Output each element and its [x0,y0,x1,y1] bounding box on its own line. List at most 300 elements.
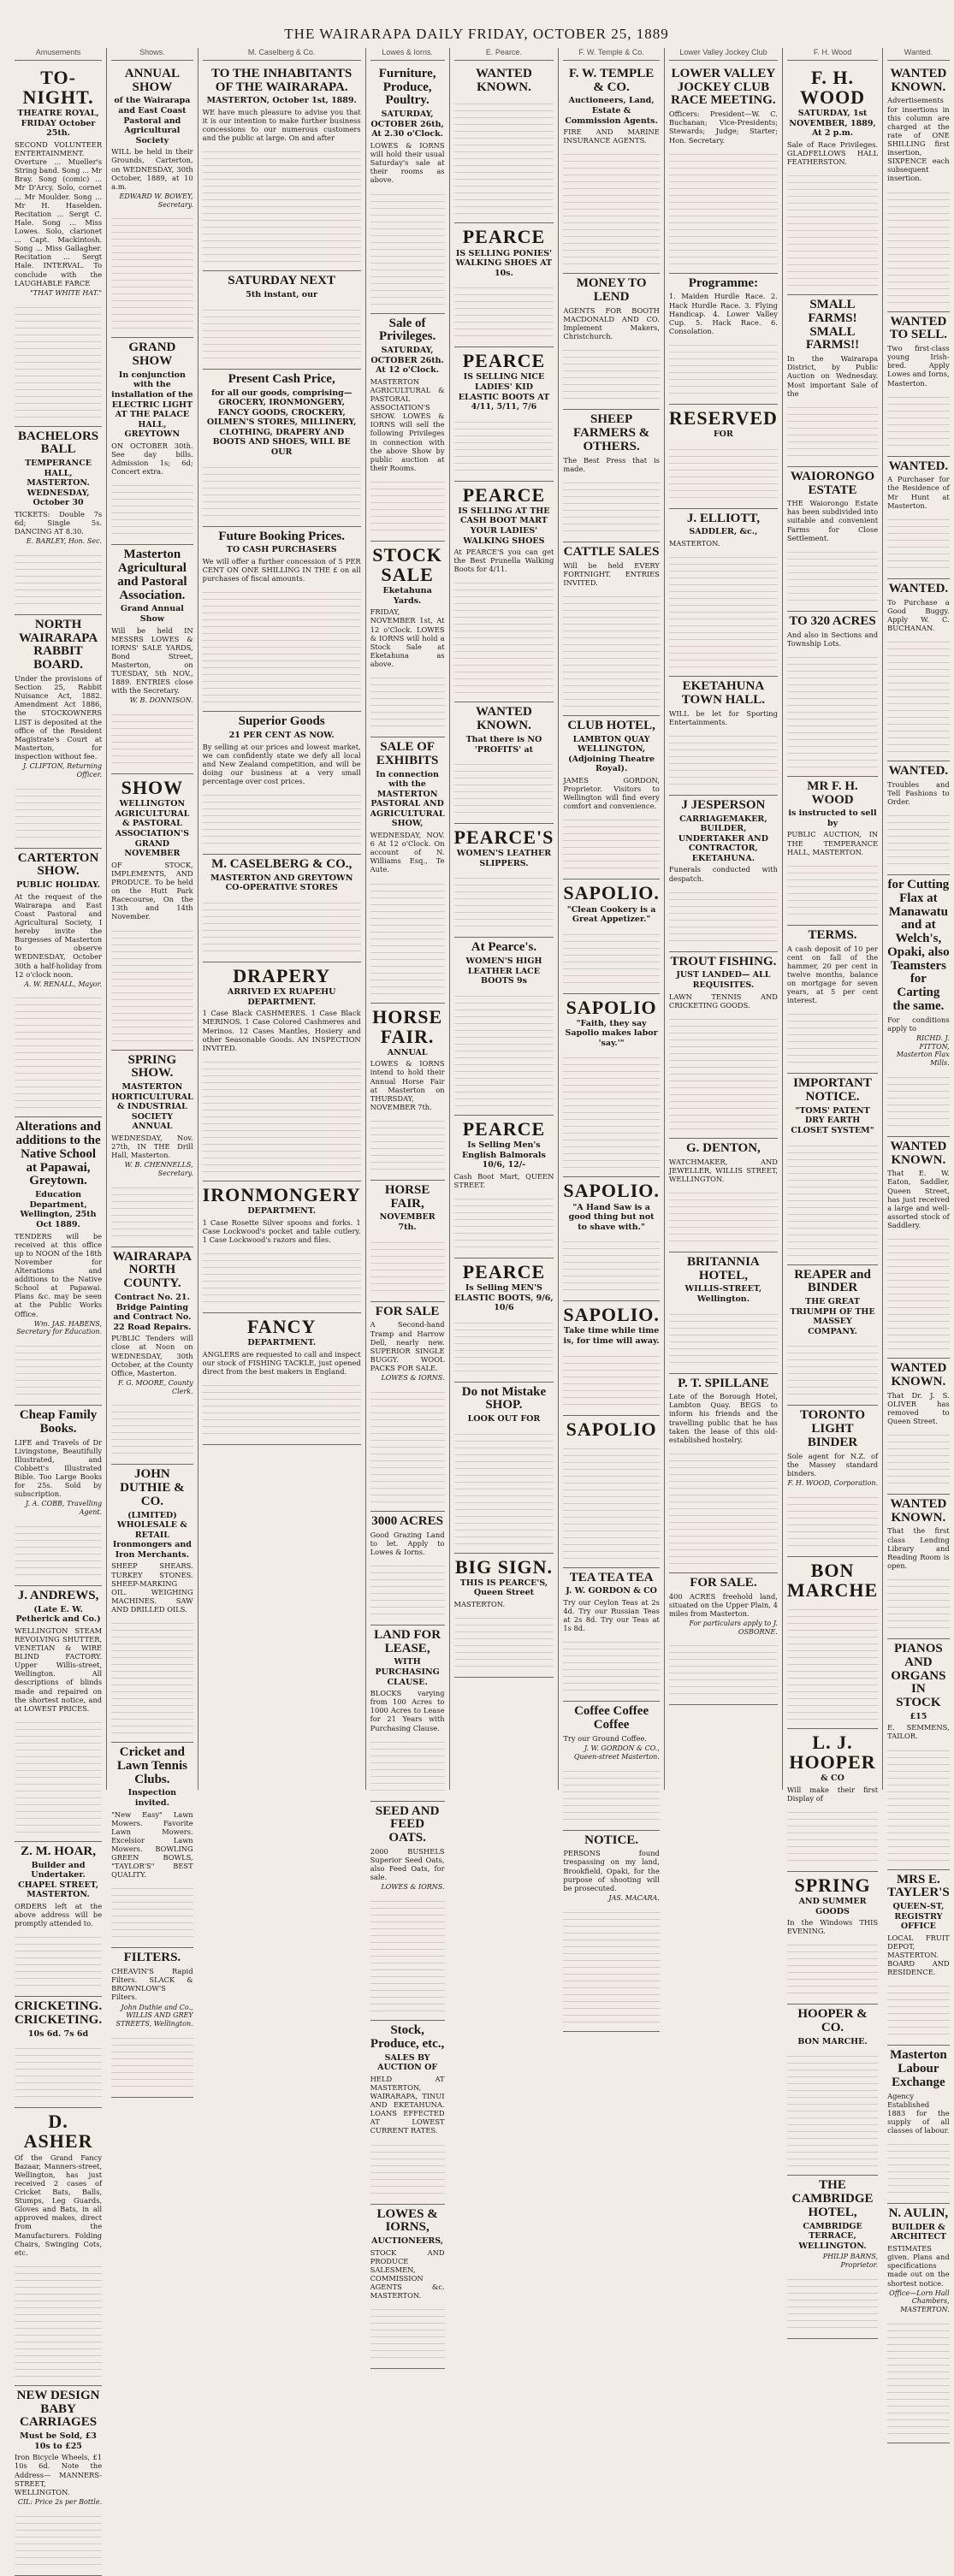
advertisement-title: PEARCE [462,226,546,248]
advertisement-title: IMPORTANT NOTICE. [793,1076,872,1104]
advertisement-subtitle: SATURDAY, OCTOBER 26th. At 12 o'Clock. [370,346,444,376]
advertisement-body: WEDNESDAY, Nov. 27th, IN THE Drill Hall, Masterton. [111,1133,193,1160]
advertisement [887,1870,950,2046]
newsprint-texture [669,730,778,790]
advertisement [887,64,950,312]
advertisement-title: CARTERTON SHOW. [17,850,99,879]
advertisement-title: WANTED KNOWN. [890,1496,947,1525]
newsprint-texture [15,1716,102,1836]
newsprint-texture [370,878,445,998]
advertisement-signature: CIL: Price 2s per Bottle. [17,2497,103,2506]
newsprint-texture [787,401,878,461]
advertisement-body: WILL be let for Sporting Entertainments. [668,708,778,726]
advertisement-signature: LOWES & IORNS. [381,1374,445,1383]
newspaper-column [450,48,560,1790]
advertisement [370,314,445,542]
advertisement [887,1359,950,1495]
newsprint-texture [111,2032,193,2092]
advertisement-subtitle: THE GREAT TRIUMPH OF THE MASSEY COMPANY. [790,1297,875,1336]
advertisement-title: TROUT FISHING. [670,954,777,968]
newspaper-column [199,48,366,1790]
advertisement-subtitle: WOMEN'S HIGH LEATHER LACE BOOTS 9s [465,956,542,986]
advertisement-title: N. AULIN, [888,2206,949,2221]
advertisement-body: At the request of the Wairarapa and East Coast Pastoral and Agricultural Society, I hereby invite the Burgesses of Masterton to observe WEDNESDAY, October 30th a half-holiday from 12 o'clock noon. [15,891,103,979]
advertisement-signature: E. BARLEY, Hon. Sec. [26,537,103,546]
advertisement-title: Furniture, Produce, Poultry. [378,66,436,108]
advertisement-title: PEARCE [462,350,546,372]
advertisement-body: WATCHMAKER, AND JEWELLER, WILLIS STREET, WELLINGTON. [668,1157,778,1183]
advertisement-signature: RICHD. J. FITTON, Masterton Flax Mills. [896,1033,950,1068]
advertisement-title: GRAND SHOW [128,341,176,369]
newspaper-column [883,48,954,2314]
advertisement [454,938,554,1115]
advertisement [787,1872,878,2005]
advertisement-title: WAIRARAPA NORTH COUNTY. [112,1249,192,1291]
newsprint-texture [787,169,878,289]
newsprint-texture [454,98,554,217]
advertisement-subtitle: THIS IS PEARCE'S, Queen Street [459,1578,548,1598]
advertisement-body: Cash Boot Mart, QUEEN STREET. [453,1171,554,1189]
advertisement-title: SEED AND FEED OATS. [375,1803,440,1845]
advertisement [669,64,778,274]
advertisement-body: Funerals conducted with despatch. [668,865,778,883]
advertisement [887,2046,950,2204]
advertisement-body: For conditions apply to [887,1015,950,1033]
advertisement-title: Masterton Agricultural and Pastoral Association. [117,548,187,602]
newsprint-texture [787,1140,878,1259]
advertisement-signature: For particulars apply to J. OSBORNE. [689,1619,778,1636]
advertisement-body: LOWES & IORNS will hold their usual Saturday's sale at their rooms as above. [370,140,445,185]
advertisement-subtitle: JUST LANDED— ALL REQUISITES. [676,970,771,990]
advertisement-title: CRICKETING. CRICKETING. [15,1999,103,2028]
newsprint-texture [15,1340,102,1400]
advertisement-title: CLUB HOTEL, [567,718,655,732]
advertisement [111,1247,193,1466]
advertisement-body: FRIDAY, NOVEMBER 1st, At 12 o'Clock. LOWES & IORNS will hold a Stock Sale at Eketahuna as above. [370,607,445,668]
advertisement-title: PEARCE [462,1117,546,1140]
advertisement [370,1181,445,1302]
advertisement-body: Will be held IN MESSRS LOWES & IORNS' SALE YARDS, Bond Street, Masterton, on TUESDAY, 5th NOV., 1889. ENTRIES close with the Secretary. [111,625,193,696]
advertisement [454,702,554,824]
advertisement [203,855,361,962]
newsprint-texture [370,1895,445,2015]
advertisement-title: Programme: [688,275,759,290]
advertisement-title: SAPOLIO. [563,1180,660,1202]
newsprint-texture [787,1008,878,1068]
advertisement-signature: EDWARD W. BOWEY, Secretary. [119,192,193,209]
advertisement [203,1181,361,1313]
advertisement-body: 400 ACRES freehold land, situated on the Upper Plain, 4 miles from Masterton. [668,1591,778,1618]
advertisement [15,64,102,427]
advertisement-subtitle: SADDLER, &c., [689,527,758,537]
advertisement-body: By selling at our prices and lowest market, we can confidently state we defy all local and New Zealand competition, and will be doing our business at a very small percentage over cost prices. [202,742,361,786]
newsprint-texture [669,1187,778,1247]
advertisement-title: THE CAMBRIDGE HOTEL, [791,2178,874,2219]
advertisement-title: L. J. HOOPER [789,1731,876,1773]
advertisement [563,1301,660,1415]
advertisement-title: TO 320 ACRES [789,613,876,628]
advertisement-subtitle: of the Wairarapa and East Coast Pastoral and Agricultural Society [114,96,191,145]
newsprint-texture [887,2138,950,2198]
newsprint-texture [15,783,102,843]
advertisement-title: CATTLE SALES [563,544,660,559]
advertisement-body: HELD AT MASTERTON, WAIRARAPA, TINUI AND EKETAHUNA. LOANS EFFECTED AT LOWEST CURRENT RATES. [370,2074,445,2135]
newsprint-texture [787,1939,878,1999]
advertisement-title: SAPOLIO. [563,882,660,904]
advertisement-title: HOOPER & CO. [797,2007,868,2035]
advertisement-subtitle: "Clean Cookery is a Great Appetizer." [566,904,656,925]
newsprint-texture [787,860,878,920]
newsprint-texture [203,1247,361,1307]
advertisement [563,879,660,993]
advertisement [15,427,102,615]
newsprint-texture [563,1765,660,1825]
advertisement-subtitle: IS SELLING AT THE CASH BOOT MART YOUR LADIES' WALKING SHOES [458,506,550,546]
advertisement-subtitle: "Faith, they say Sapolio makes labor 'say.'" [565,1018,658,1048]
newsprint-texture [370,1736,445,1796]
advertisement-body: We will offer a further concession of 5 PER CENT ON ONE SHILLING IN THE £ on all purchases of fiscal amounts. [202,556,361,583]
newsprint-texture [111,1181,193,1241]
advertisement [563,274,660,410]
advertisement-body: Try our Ground Coffee. [563,1733,648,1743]
newsprint-texture [15,1520,102,1580]
advertisement [887,579,950,761]
advertisement-body: 1 Case Black CASHMERES. 1 Case Black MERINOS. 1 Case Colored Cashmeres and Merinos. 12 Cases Mantles, Hosiery and other Seasonable Goods. AN INSPECTION INVITED. [202,1009,361,1052]
advertisement-body: WEDNESDAY, NOV. 6 At 12 o'Clock. On account of N. Williams Esq., Te Aute. [370,831,445,874]
advertisement-subtitle: (LIMITED) WHOLESALE & RETAIL Ironmongers and Iron Merchants. [112,1510,192,1560]
advertisement-title: EKETAHUNA TOWN HALL. [681,679,766,707]
newsprint-texture [203,1379,361,1439]
advertisement-subtitle: That there is NO 'PROFITS' at [465,734,542,755]
advertisement-subtitle: SATURDAY, 1st NOVEMBER, 1889, At 2 p.m. [789,109,876,139]
advertisement [370,2205,445,2370]
newsprint-texture [111,1882,193,1942]
advertisement-title: Future Booking Prices. [218,529,345,543]
advertisement [787,612,878,777]
advertisement-title: PIANOS AND ORGANS IN STOCK [891,1642,946,1710]
advertisement-subtitle: 21 PER CENT AS NOW. [228,731,335,741]
advertisement [454,223,554,347]
advertisement-subtitle: "A Hand Saw is a good thing but not to shave with." [568,1202,655,1232]
advertisement-title: FANCY [246,1315,317,1337]
newsprint-texture [669,551,778,671]
advertisement-subtitle: BUILDER & ARCHITECT [890,2222,946,2242]
advertisement-signature: "THAT WHITE HAT." [30,288,103,297]
advertisement-title: HORSE FAIR, [384,1182,430,1211]
advertisement-subtitle: £15 [910,1711,927,1721]
advertisement [669,1573,778,1706]
advertisement-title: WANTED. [888,459,949,473]
advertisement-title: NORTH WAIRARAPA RABBIT BOARD. [18,617,98,672]
advertisement-title: J. ANDREWS, [17,1588,99,1602]
newsprint-texture [15,301,102,421]
advertisement-subtitle: Contract No. 21. Bridge Painting and Contract No. 22 Road Repairs. [113,1292,192,1332]
advertisement-title: STOCK SALE [372,543,442,586]
advertisement-subtitle: FOR [713,429,733,440]
advertisement-title: G. DENTON, [685,1140,761,1155]
newsprint-texture [887,187,950,306]
newsprint-texture [370,1115,445,1175]
advertisement-subtitle: 5th instant, our [246,290,318,300]
advertisement-subtitle: J. W. GORDON & CO [566,1586,657,1596]
advertisement [563,64,660,274]
newsprint-texture [15,2260,102,2380]
advertisement-title: WAIORONGO ESTATE [790,469,875,497]
advertisement [787,1729,878,1872]
advertisement-title: TERMS. [808,927,857,942]
advertisement-body: LOWES & IORNS intend to hold their Annual Horse Fair at Masterton on THURSDAY, NOVEMBER 7th. [370,1059,445,1111]
advertisement-subtitle: & CO [821,1774,844,1784]
advertisement-subtitle: TEMPERANCE HALL, MASTERTON. WEDNESDAY, October 30 [25,459,92,508]
advertisement [787,467,878,612]
advertisement [563,1416,660,1568]
advertisement-subtitle: CAMBRIDGE TERRACE, WELLINGTON. [798,2221,867,2251]
advertisement-title: WANTED TO SELL. [889,314,948,342]
newsprint-texture [454,416,554,476]
advertisement-subtitle: Grand Annual Show [120,604,184,624]
advertisement-signature: Office—Lorn Hall Chambers, MASTERTON. [889,2289,950,2314]
advertisement-title: WANTED KNOWN. [890,1139,947,1167]
newsprint-texture [787,1491,878,1551]
advertisement-body: LAWN TENNIS AND CRICKETING GOODS. [668,992,778,1010]
advertisement [454,824,554,938]
advertisement-title: SAPOLIO [566,1418,657,1440]
newsprint-texture [15,2510,102,2570]
advertisement-body: Sole agent for N.Z. of the Massey standard binders. [786,1451,879,1477]
advertisement-subtitle: Take time while time is, for time will away. [563,1326,660,1346]
advertisement-body: WILL be held in their Grounds, Carterton, on WEDNESDAY, 30th October, 1889, at 10 a.m. [111,147,193,191]
newsprint-texture [15,1931,102,1991]
advertisement-signature: JAS. MACARA. [608,1893,660,1902]
advertisement [203,370,361,527]
advertisement-title: PEARCE [462,1260,546,1282]
advertisement-subtitle: WILLIS-STREET, Wellington. [684,1284,762,1304]
advertisement-title: SMALL FARMS! SMALL FARMS!! [805,298,860,352]
advertisement-title: F. H. WOOD [799,66,866,109]
newsprint-texture [887,391,950,451]
advertisement [370,1626,445,1802]
newsprint-texture [454,758,554,818]
newsprint-texture [787,1603,878,1723]
advertisement-title: SATURDAY NEXT [228,274,336,288]
newsprint-texture [669,1013,778,1133]
newsprint-texture [563,477,660,536]
advertisement-title: IRONMONGERY [202,1183,361,1205]
advertisement [454,347,554,481]
advertisement-title: Sale of Privileges. [378,316,436,344]
advertisement-subtitle: Education Department, Wellington, 25th Oct 1889. [20,1190,97,1229]
advertisement-subtitle: is instructed to sell by [788,808,877,828]
newsprint-texture [454,1317,554,1377]
advertisement-subtitle: SATURDAY, OCTOBER 26th, At 2.30 o'Clock. [370,110,444,139]
advertisement [563,1831,660,2032]
newsprint-texture [203,145,361,265]
newsprint-texture [15,2042,102,2102]
advertisement-body: That E. W. Eaton, Saddler, Queen Street, has just received a large and well-assorted stock of Saddlery. [887,1169,950,1229]
advertisement [15,1586,102,1842]
advertisement [454,1554,554,1678]
advertisement [15,2108,102,2386]
newsprint-texture [370,1560,445,1620]
newsprint-texture [15,549,102,609]
newsprint-texture [887,1071,950,1131]
advertisement-title: Do not Mistake SHOP. [461,1384,547,1412]
advertisement-columns [10,48,950,2506]
advertisement-subtitle: Builder and Undertaker. CHAPEL STREET, MASTERTON. [18,1860,99,1900]
newsprint-texture [563,928,660,988]
advertisement [563,1177,660,1301]
newsprint-texture [787,1340,878,1400]
advertisement-body: PERSONS found trespassing on my land, Brookfield, Opaki, for the purpose of shooting will be prosecuted. [563,1849,660,1892]
advertisement-body: Agency Established 1883 for the supply of all classes of labour. [887,2091,950,2135]
advertisement-title: Superior Goods [238,714,325,729]
advertisement-title: P. T. SPILLANE [678,1376,769,1390]
advertisement [203,64,361,272]
advertisement [370,2021,445,2204]
advertisement [563,994,660,1178]
newsprint-texture [370,672,445,731]
advertisement-title: Masterton Labour Exchange [890,2048,947,2089]
advertisement [887,457,950,579]
advertisement-body: Iron Bicycle Wheels, £1 10s 6d. Note the Address— MANNERS-STREET, WELLINGTON. [15,2453,103,2496]
advertisement-subtitle: SALES BY AUCTION OF [377,2052,438,2073]
advertisement-subtitle: "TOMS' PATENT DRY EARTH CLOSET SYSTEM" [791,1105,874,1135]
advertisement [669,509,778,677]
advertisement-signature: J. W. GORDON & CO., Queen-street Masterton. [573,1744,660,1761]
advertisement-title: Present Cash Price, [228,371,335,386]
advertisement-body: 1 Case Rosette Silver spoons and forks. 1 Case Lockwood's pocket and table cutlery. 1 Case Lockwood's razors and files. [202,1217,361,1244]
newsprint-texture [787,2050,878,2170]
advertisement-title: J. ELLIOTT, [686,511,760,525]
advertisement-body: Of the Grand Fancy Bazaar, Manners-street, Wellington, has just received 2 cases of Cricket Bats, Balls, Stumps, Leg Guards, Gloves and Bats, in all approved makes, direct from the Manufacturers. Folding Chairs, Swinging Cots, etc. [15,2153,103,2257]
newspaper-column [665,48,783,1790]
newsprint-texture [370,1236,445,1296]
column-header: Lowes & Iorns. [370,48,445,61]
advertisement-body: LOCAL FRUIT DEPOT, MASTERTON. BOARD AND RESIDENCE. [887,1933,950,1977]
advertisement-body: To Purchase a Good Buggy. Apply W. C. BUCHANAN. [887,597,950,632]
newsprint-texture [887,1429,950,1489]
newsprint-texture [111,479,193,539]
advertisement [454,64,554,224]
newspaper-column [559,48,665,1902]
advertisement-body: MASTERTON. [668,538,720,548]
advertisement-body: Will make their first Display of [786,1785,879,1803]
newsprint-texture [563,1235,660,1295]
advertisement-subtitle: MASTERTON, October 1st, 1889. [206,96,357,106]
advertisement-subtitle: LAMBTON QUAY WELLINGTON, (Adjoining Theatre Royal). [568,734,655,774]
advertisement-body: "New Easy" Lawn Mowers. Favorite Lawn Mowers. Excelsior Lawn Mowers. BOWLING GREEN BOWLS, "TAYLOR'S" BEST QUALITY. [111,1809,193,1880]
newsprint-texture [370,1386,445,1506]
advertisement-title: SHOW [121,777,184,799]
advertisement [887,2204,950,2443]
advertisement [787,64,878,295]
advertisement-body: Under the provisions of Section 25, Rabbit Nuisance Act, 1882. Amendment Act 1886, the STOCKOWNERS LIST is deposited at the office of the Resident Magistrate's Court at Masterton, for inspection without fee. [15,673,103,761]
advertisement [887,1495,950,1639]
masthead-title: THE WAIRARAPA DAILY FRIDAY, OCTOBER 25, 1889 [284,26,669,42]
advertisement [203,1313,361,1445]
advertisement-body: THE Waiorongo Estate has been subdivided into suitable and convenient Farms for Close Settlement. [786,499,879,542]
advertisement [203,962,361,1181]
advertisement-subtitle: BON MARCHE. [797,2036,868,2046]
advertisement [563,542,660,716]
advertisement [370,542,445,737]
advertisement-subtitle: (Late E. W. Petherick and Co.) [15,1604,101,1625]
advertisement [887,875,950,1137]
advertisement-body: Sale of Race Privileges. GLADFELLOWS HALL FEATHERSTON. [786,139,879,167]
advertisement-title: RESERVED [668,406,778,429]
advertisement-title: WANTED KNOWN. [476,66,532,94]
advertisement-title: Cheap Family Books. [19,1408,98,1436]
newsprint-texture [454,1612,554,1672]
advertisement [111,1465,193,1743]
newspaper-masthead [0,0,953,48]
advertisement-subtitle: Is Selling MEN'S ELASTIC BOOTS, 9/6, 10/6 [454,1282,554,1313]
advertisement-subtitle: In conjunction with the installation of the ELECTRIC LIGHT AT THE PALACE HALL, GREYTOWN [111,370,193,440]
advertisement [887,1137,950,1359]
advertisement-body: SECOND VOLUNTEER ENTERTAINMENT. Overture ... Mueller's String band. Song ... Mr Bray. Song (comic) ... Mr D'Arcy. Solo, cornet ... Mr Moulder. Song ... Mr H. Haselden. Recitation ... Sergt C. Hale. Song ... Miss Lowes. Solo, clarionet ... Capt. Mackintosh. Song ... Miss Gallagher. Recitation ... Sergt Hale. INTERVAL. To conclude with the LAUGHABLE FARCE [15,139,103,287]
advertisement-subtitle: AUCTIONEERS, [371,2236,444,2247]
advertisement-title: SPRING [794,1874,871,1896]
newsprint-texture [563,1051,660,1171]
advertisement [669,1252,778,1374]
advertisement [15,1997,102,2108]
advertisement [787,295,878,467]
advertisement-signature: J. A. COBB, Travelling Agent. [25,1500,103,1517]
newsprint-texture [887,2318,950,2437]
advertisement-subtitle: Eketahuna Yards. [382,586,432,606]
advertisement [787,1265,878,1406]
advertisement [787,926,878,1075]
advertisement [669,952,778,1139]
advertisement [787,777,878,926]
advertisement-signature: Wm. JAS. HABENS, Secretary for Education. [16,1319,103,1336]
newsprint-texture [370,476,445,536]
advertisement-subtitle: Must be Sold, £3 10s to £25 [20,2431,97,2451]
advertisement-subtitle: Auctioneers, Land, Estate & Commission Agents. [565,96,658,126]
column-header: M. Caselberg & Co. [203,48,361,61]
newsprint-texture [669,148,778,268]
newsprint-texture [203,586,361,706]
advertisement-title: MRS E. TAYLER'S [887,1872,950,1900]
newsprint-texture [563,1350,660,1410]
advertisement-title: 3000 ACRES [371,1513,443,1528]
advertisement-subtitle: TO CASH PURCHASERS [226,545,337,555]
advertisement [563,410,660,542]
advertisement-body: SHEEP SHEARS. TURKEY STONES. SHEEP-MARKING OIL. WEIGHING MACHINES. SAW AND DRILLED OILS. [111,1561,193,1614]
advertisement-body: MASTERTON. [453,1600,506,1609]
column-header: Shows. [111,48,193,61]
advertisement-signature: PHILIP BARNS, Proprietor. [822,2253,879,2270]
advertisement-title: TO-NIGHT. [22,66,94,109]
advertisement [111,338,193,545]
advertisement-body: JAMES GORDON, Proprietor. Visitors to Wellington will find every comfort and convenience. [563,775,660,811]
advertisement-body: TICKETS: Double 7s 6d; Single 5s. DANCING AT 8.30. [15,509,103,536]
advertisement-signature: J. CLIFTON, Returning Officer. [22,762,103,779]
advertisement-body: A cash deposit of 10 per cent on fall of the hammer, 20 per cent in twelve months, balance on mortgage for seven years, at 5 per cent interest. [786,944,879,1005]
advertisement-signature: W. B. DONNISON. [129,696,193,705]
advertisement [454,482,554,703]
advertisement-signature: LOWES & IORNS. [381,1883,445,1892]
newsprint-texture [887,809,950,869]
advertisement [887,312,950,457]
newsprint-texture [111,212,193,332]
advertisement-body: A Second-hand Tramp and Harrow Dell, nearly new. SUPERIOR SINGLE BUGGY. WOOL PACKS FOR SALE. [370,1320,445,1372]
advertisement-subtitle: 10s 6d. 7s 6d [27,2028,89,2039]
advertisement-body: ANGLERS are requested to call and inspect our stock of FISHING TACKLE, just opened direct from the best makers in England. [202,1349,361,1376]
advertisement-title: SHEEP FARMERS & OTHERS. [572,412,650,453]
advertisement [15,2386,102,2576]
advertisement-subtitle: THEATRE ROYAL, FRIDAY October 25th. [17,109,99,139]
